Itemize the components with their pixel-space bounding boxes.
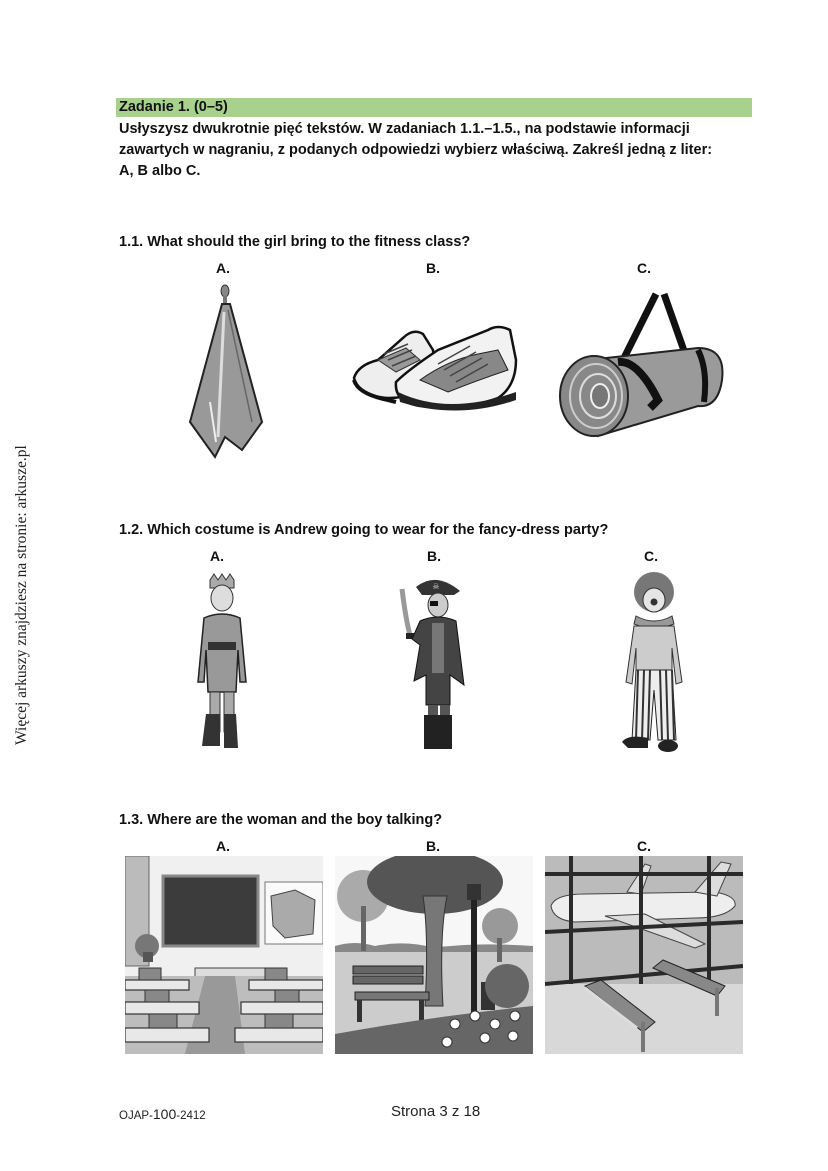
- classroom-image[interactable]: [125, 856, 323, 1054]
- option-c-label[interactable]: C.: [644, 548, 658, 564]
- instructions-line: Usłyszysz dwukrotnie pięć tekstów. W zadaniach 1.1.–1.5., na podstawie informacji: [119, 121, 690, 137]
- pirate-costume-image[interactable]: [398, 575, 468, 750]
- task-instructions: [119, 119, 759, 182]
- towel-image[interactable]: [180, 282, 270, 464]
- option-c-label[interactable]: C.: [637, 838, 651, 854]
- task-header: [116, 98, 752, 117]
- exercise-mat-image[interactable]: [558, 290, 726, 440]
- option-b-label[interactable]: B.: [426, 838, 440, 854]
- park-image[interactable]: [335, 856, 533, 1054]
- prince-costume-image[interactable]: [192, 572, 252, 752]
- instructions-line: A, B albo C.: [119, 163, 201, 179]
- option-c-label[interactable]: C.: [637, 260, 651, 276]
- exam-code-prefix: OJAP-: [119, 1110, 153, 1122]
- clown-costume-image[interactable]: [618, 570, 690, 755]
- option-b-label[interactable]: B.: [426, 260, 440, 276]
- option-a-label[interactable]: A.: [210, 548, 224, 564]
- option-a-label[interactable]: A.: [216, 260, 230, 276]
- option-b-label[interactable]: B.: [427, 548, 441, 564]
- question-1-2: 1.2. Which costume is Andrew going to wear for the fancy-dress party?: [119, 522, 609, 538]
- option-a-label[interactable]: A.: [216, 838, 230, 854]
- exam-code-suffix: -2412: [176, 1110, 206, 1122]
- question-1-3: 1.3. Where are the woman and the boy talking?: [119, 812, 443, 828]
- page-number: Strona 3 z 18: [391, 1103, 481, 1120]
- svg-text:☠: ☠: [432, 582, 440, 591]
- side-watermark-text: Więcej arkuszy znajdziesz na stronie: arkusze.pl: [13, 445, 30, 745]
- task-title: Zadanie 1. (0–5): [119, 99, 228, 115]
- exam-code-number: 100: [152, 1106, 177, 1122]
- instructions-line: zawartych w nagraniu, z podanych odpowiedzi wybierz właściwą. Zakreśl jedną z liter:: [119, 142, 713, 158]
- exam-code: [119, 1106, 206, 1122]
- trainers-image[interactable]: [348, 320, 520, 416]
- question-1-1: 1.1. What should the girl bring to the fitness class?: [119, 234, 471, 250]
- airport-lounge-image[interactable]: [545, 856, 743, 1054]
